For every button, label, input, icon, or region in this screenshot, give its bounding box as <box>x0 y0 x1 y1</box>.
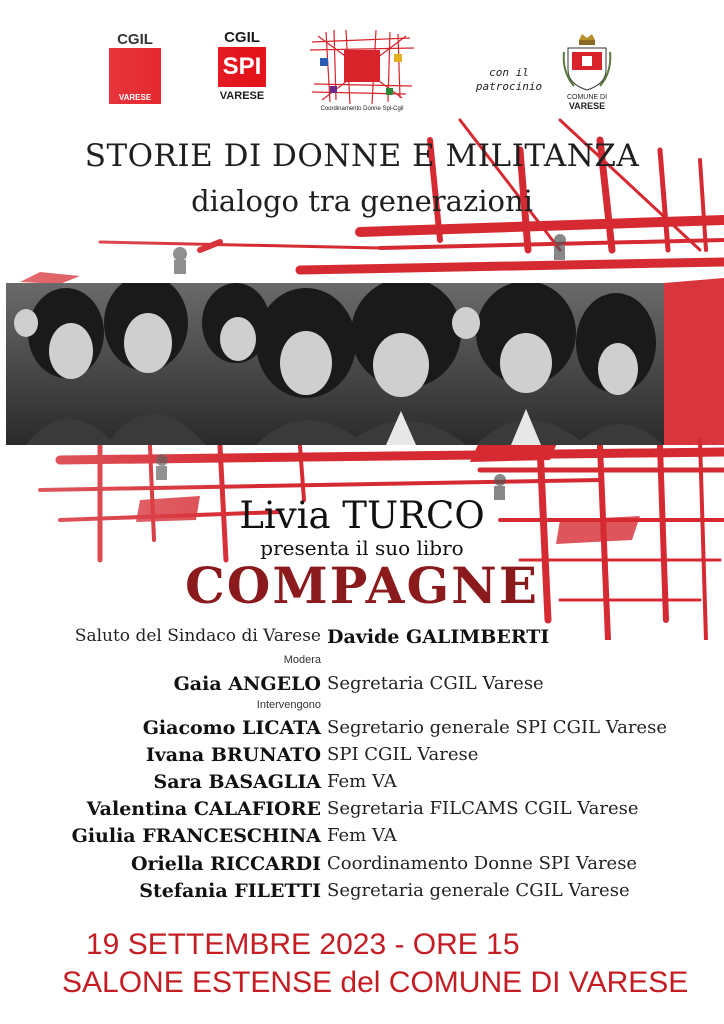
patrocinio-line1: con il <box>489 66 529 79</box>
speaker-name: Giacomo LICATA <box>142 717 321 739</box>
speaker-row <box>0 825 724 849</box>
speaker-role: Fem VA <box>327 771 397 792</box>
comune-caption-line1: COMUNE DI <box>566 94 608 101</box>
speaker-name: Stefania FILETTI <box>139 880 321 902</box>
cgil-logo-text: CGIL <box>117 31 153 48</box>
speaker-name: Valentina CALAFIORE <box>86 798 321 820</box>
spi-logo-cgil-text: CGIL <box>224 29 260 46</box>
speaker-name: Sara BASAGLIA <box>153 771 321 793</box>
modera-label: Modera <box>283 654 321 666</box>
speaker-role: Segretaria FILCAMS CGIL Varese <box>327 798 639 819</box>
spi-logo-box: SPI <box>218 47 266 87</box>
presents-book-text: presenta il suo libro <box>260 536 464 560</box>
comune-caption-line2: VARESE <box>568 101 606 111</box>
event-title: STORIE DI DONNE E MILITANZA <box>84 138 640 174</box>
speaker-row <box>0 771 724 795</box>
photo-crowd-illustration <box>6 283 664 445</box>
patrocinio-line2: patrocinio <box>475 80 543 93</box>
speaker-row <box>0 717 724 741</box>
speaker-role: Segretaria generale CGIL Varese <box>327 880 630 901</box>
speaker-row <box>0 798 724 822</box>
speaker-row <box>0 853 724 877</box>
saluto-label: Saluto del Sindaco di Varese <box>74 626 321 646</box>
event-venue: SALONE ESTENSE del COMUNE DI VARESE <box>62 966 689 999</box>
speaker-name: Giulia FRANCESCHINA <box>71 825 321 847</box>
speaker-name: Oriella RICCARDI <box>130 853 321 875</box>
author-name <box>0 494 724 537</box>
saluto-name: Davide GALIMBERTI <box>327 626 550 648</box>
speaker-role: SPI CGIL Varese <box>327 744 479 765</box>
event-date: 19 SETTEMBRE 2023 - ORE 15 <box>86 928 520 961</box>
moderator-row <box>0 673 724 697</box>
spi-logo-city: VARESE <box>219 90 265 102</box>
speaker-role: Segretario generale SPI CGIL Varese <box>327 717 667 738</box>
book-title: COMPAGNE <box>185 556 539 615</box>
speaker-row <box>0 744 724 768</box>
moderator-role: Segretaria CGIL Varese <box>327 673 544 694</box>
coordinamento-caption: Coordinamento Donne Spi-Cgil <box>320 106 404 112</box>
intervengono-label: Intervengono <box>256 699 321 711</box>
moderator-name: Gaia ANGELO <box>173 673 321 695</box>
speaker-name: Ivana BRUNATO <box>145 744 321 766</box>
author-last-name: TURCO <box>342 494 485 537</box>
women-crowd-photo <box>6 283 664 445</box>
speaker-row <box>0 880 724 904</box>
speaker-role: Coordinamento Donne SPI Varese <box>327 853 638 874</box>
event-subtitle: dialogo tra generazioni <box>191 184 533 218</box>
speaker-role: Fem VA <box>327 825 397 846</box>
author-first-name: Livia <box>239 494 331 537</box>
cgil-logo-city: VARESE <box>118 93 152 102</box>
saluto-row <box>0 626 724 650</box>
